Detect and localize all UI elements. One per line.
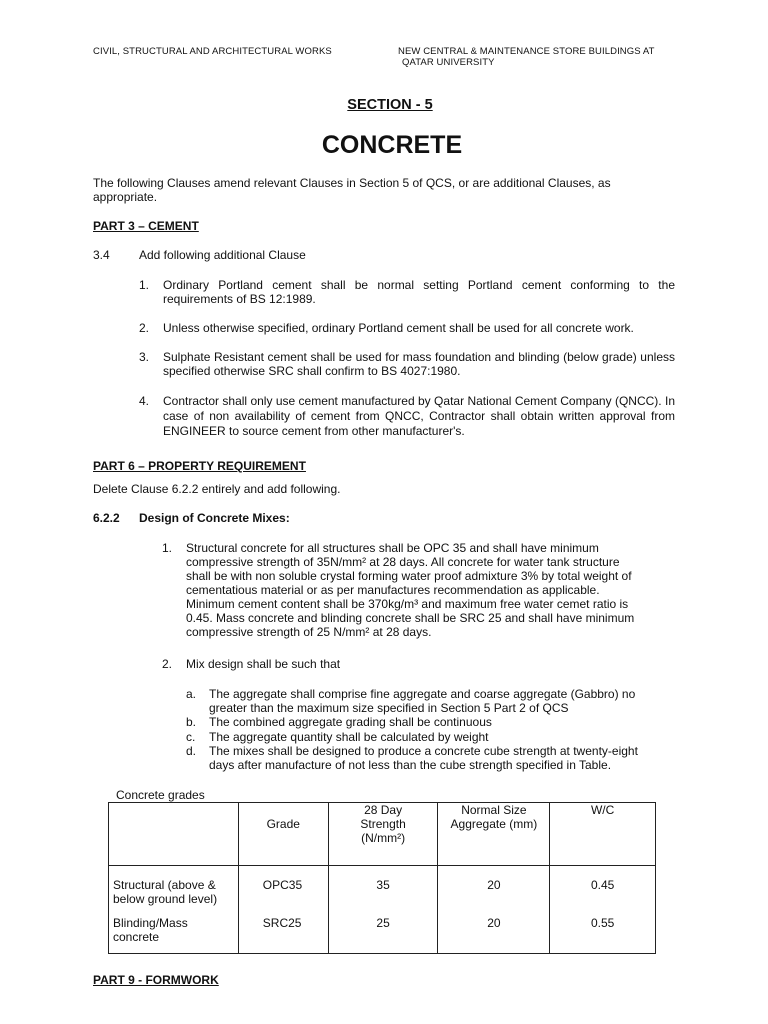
subclause-number: 6.2.2 <box>93 511 120 525</box>
cell-description <box>109 866 239 911</box>
text-line: The aggregate quantity shall be calculated by weight <box>209 729 489 744</box>
page-title: CONCRETE <box>321 131 463 159</box>
header-line: Normal Size <box>461 803 527 817</box>
text-line: compressive strength of 25 N/mm² at 28 days. <box>186 625 432 639</box>
cell-grade: SRC25 <box>238 910 328 954</box>
text-line: The mixes shall be designed to produce a concrete cube strength at twenty-eight <box>209 744 638 758</box>
sub-list-item <box>186 744 686 772</box>
desc-line: Structural (above & <box>113 878 216 892</box>
table-caption: Concrete grades <box>116 788 205 802</box>
header-right-line2: QATAR UNIVERSITY <box>402 57 495 68</box>
header-line: 28 Day <box>364 803 403 817</box>
text-line: days after manufacture of not less than the cube strength specified in Table. <box>209 758 612 772</box>
table-row <box>109 866 656 911</box>
concrete-grades-table <box>108 802 656 954</box>
header-left: CIVIL, STRUCTURAL AND ARCHITECTURAL WORKS <box>93 46 332 57</box>
list-text: Unless otherwise specified, ordinary Portland cement shall be used for all concrete work. <box>163 321 634 335</box>
mix-item-text <box>186 541 686 639</box>
cell-description <box>109 910 239 954</box>
header-line: Strength <box>360 817 406 831</box>
sub-list-letter: a. <box>186 687 197 701</box>
header-cell-empty <box>109 803 239 866</box>
clause-text: Add following additional Clause <box>139 248 306 262</box>
list-number: 2. <box>139 321 150 335</box>
sub-list-letter: d. <box>186 744 197 758</box>
list-number: 1. <box>139 278 150 292</box>
section-label: SECTION - 5 <box>347 97 433 113</box>
text-line: Structural concrete for all structures shall be OPC 35 and shall have minimum <box>186 541 599 555</box>
mix-item-number: 1. <box>162 541 173 555</box>
delete-clause-text: Delete Clause 6.2.2 entirely and add following. <box>93 482 341 496</box>
cell-aggregate: 20 <box>438 866 550 911</box>
part6-heading: PART 6 – PROPERTY REQUIREMENT <box>93 459 306 473</box>
clause-number: 3.4 <box>93 248 110 262</box>
desc-line: Blinding/Mass <box>113 916 188 930</box>
list-text: Ordinary Portland cement shall be normal setting Portland cement conforming to the requirements of BS 12:1989. <box>163 278 675 306</box>
list-number: 3. <box>139 350 150 364</box>
sub-list <box>186 687 686 772</box>
text-line: greater than the maximum size specified in Section 5 Part 2 of QCS <box>209 701 569 715</box>
table-header-row <box>109 803 656 866</box>
sub-list-item <box>186 715 686 730</box>
header-cell-wc: W/C <box>550 803 656 866</box>
desc-line: below ground level) <box>113 892 218 906</box>
list-number: 4. <box>139 394 150 408</box>
text-line: cementatious material or as per manufactures recommendation as applicable. <box>186 583 600 597</box>
header-line: Aggregate (mm) <box>450 817 538 831</box>
header-right-line1: NEW CENTRAL & MAINTENANCE STORE BUILDINGS AT <box>398 46 655 57</box>
sub-list-letter: b. <box>186 715 197 729</box>
header-line: (N/mm²) <box>361 831 406 845</box>
text-line: shall be with non soluble crystal forming water proof admixture 3% by total weight of <box>186 569 632 583</box>
part9-heading: PART 9 - FORMWORK <box>93 973 219 987</box>
list-text: Contractor shall only use cement manufactured by Qatar National Cement Company (QNCC). In case of non availability of cement from QNCC, Contractor shall obtain written approval from ENGINEER to source cement from other manufacturer's. <box>163 394 675 438</box>
text-line: compressive strength of 35N/mm² at 28 days. All concrete for water tank structure <box>186 555 620 569</box>
text-line: The aggregate shall comprise fine aggregate and coarse aggregate (Gabbro) no <box>209 687 636 701</box>
sub-list-item <box>186 687 686 715</box>
cell-strength: 25 <box>328 910 438 954</box>
table-row <box>109 910 656 954</box>
text-line: The combined aggregate grading shall be continuous <box>209 715 492 729</box>
mix-item-text: Mix design shall be such that <box>186 657 341 671</box>
text-line: 0.45. Mass concrete and blinding concrete shall be SRC 25 and shall have minimum <box>186 611 635 625</box>
header-cell-grade: Grade <box>238 803 328 866</box>
sub-list-item <box>186 730 686 745</box>
intro-paragraph: The following Clauses amend relevant Clauses in Section 5 of QCS, or are additional Clauses, as appropriate. <box>93 176 611 204</box>
cell-aggregate: 20 <box>438 910 550 954</box>
desc-line: concrete <box>113 930 160 944</box>
cell-wc: 0.55 <box>550 910 656 954</box>
cell-wc: 0.45 <box>550 866 656 911</box>
part3-heading: PART 3 – CEMENT <box>93 219 199 233</box>
mix-item-number: 2. <box>162 657 173 671</box>
cell-strength: 35 <box>328 866 438 911</box>
text-line: Minimum cement content shall be 370kg/m³ and maximum free water cemet ratio is <box>186 597 629 611</box>
subclause-title: Design of Concrete Mixes: <box>139 511 290 525</box>
cell-grade: OPC35 <box>238 866 328 911</box>
list-text: Sulphate Resistant cement shall be used for mass foundation and blinding (below grade) unless specified otherwise SRC shall confirm to BS 4027:1980. <box>163 350 675 378</box>
header-cell-strength <box>328 803 438 866</box>
sub-list-letter: c. <box>186 729 196 744</box>
header-cell-aggregate <box>438 803 550 866</box>
